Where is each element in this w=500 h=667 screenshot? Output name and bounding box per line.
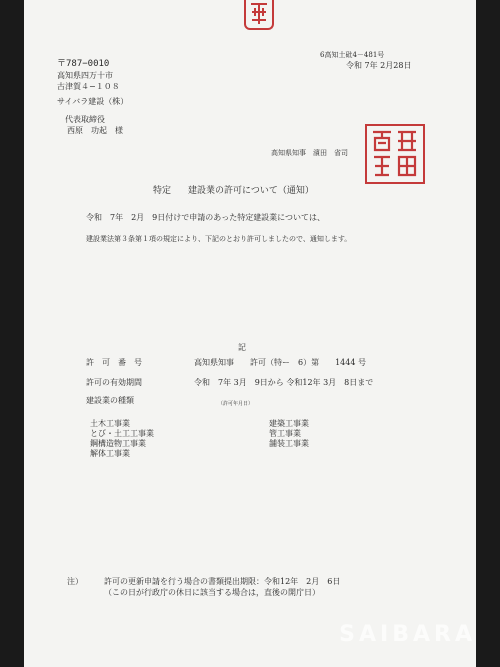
field-label-valid-period: 許可の有効期間 (86, 378, 142, 387)
document-number: 6高知土砒4－481号 (320, 51, 385, 59)
governor-red-seal (365, 124, 425, 184)
body-line-2: 建設業法第３条第１項の規定により、下記のとおり許可しましたので、通知します。 (86, 235, 352, 243)
document-date: 令和 7年 2月28日 (346, 61, 412, 70)
recipient-postal: 〒787−0010 (57, 59, 110, 69)
business-type-left-1: 土木工事業 (90, 419, 130, 428)
field-label-business-types: 建設業の種類 (86, 396, 134, 405)
ki-heading: 記 (238, 343, 246, 352)
note-label: 注） (67, 577, 83, 586)
recipient-address-1: 高知県四万十市 (57, 71, 113, 80)
recipient-role: 代表取締役 (65, 115, 105, 124)
business-type-left-4: 解体工事業 (90, 449, 130, 458)
permit-date-note: （許可年月日） (218, 401, 254, 407)
field-value-permit-number: 高知県知事 許可（特ー 6）第 1444 号 (194, 358, 366, 367)
saibara-watermark: SAIBARA (339, 622, 476, 647)
recipient-address-2: 古津賀４−１０８ (57, 82, 120, 91)
field-value-valid-period: 令和 7年 3月 9日から 令和12年 3月 8日まで (194, 378, 374, 387)
recipient-name: 西原 功起 様 (67, 126, 123, 135)
document-page (24, 0, 476, 667)
note-line-1: 許可の更新申請を行う場合の書類提出期限：令和12年 2月 6日 (104, 577, 341, 586)
business-type-right-2: 管工事業 (269, 429, 301, 438)
top-red-seal (244, 0, 274, 30)
field-label-permit-number: 許 可 番 号 (86, 358, 142, 367)
body-line-1: 令和 7年 2月 9日付けで申請のあった特定建設業については、 (86, 213, 326, 222)
business-type-left-3: 鋼構造物工事業 (90, 439, 146, 448)
business-type-right-1: 建築工事業 (269, 419, 309, 428)
title-prefix: 特定 (153, 186, 172, 196)
document-title: 建設業の許可について（通知） (188, 186, 314, 196)
recipient-company: サイバラ建設（株） (57, 97, 129, 106)
sender-name: 高知県知事 濱田 省司 (271, 149, 348, 157)
note-line-2: （この日が行政庁の休日に該当する場合は，直後の開庁日） (104, 588, 320, 597)
business-type-right-3: 舗装工事業 (269, 439, 309, 448)
business-type-left-2: とび・土工工事業 (90, 429, 154, 438)
